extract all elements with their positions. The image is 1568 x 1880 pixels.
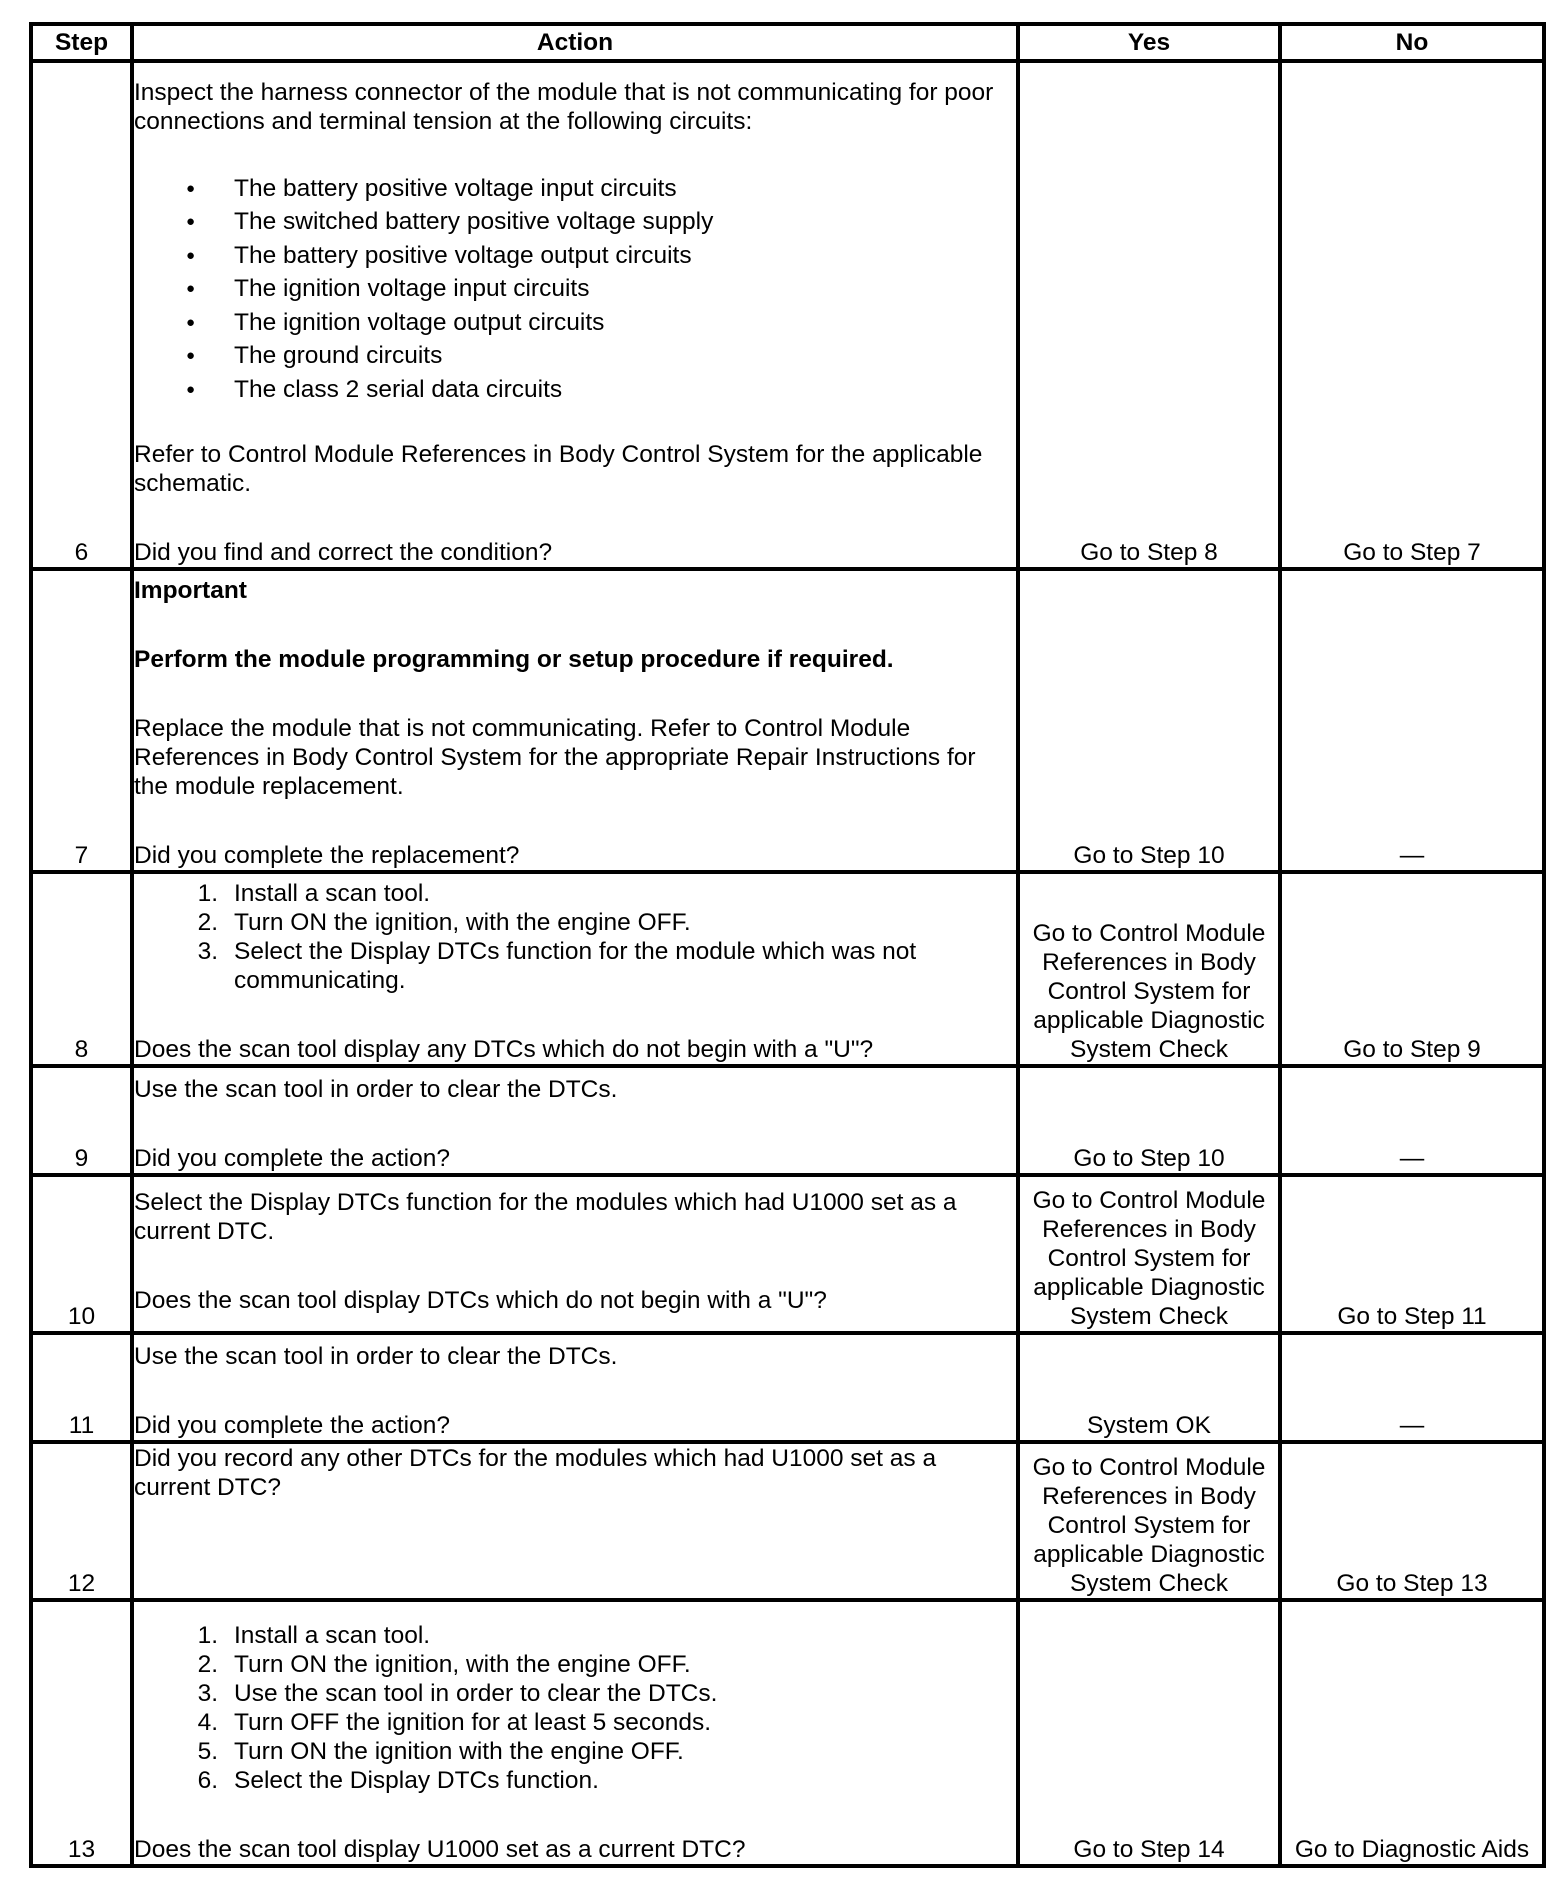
procedure-list — [134, 879, 1016, 995]
action-lead: Use the scan tool in order to clear the DTCs. — [134, 1076, 618, 1103]
table-row — [31, 61, 1544, 569]
list-item: 2. Turn ON the ignition, with the engine OFF. — [197, 1651, 691, 1678]
header-action: Action — [132, 24, 1018, 61]
action-lead: Use the scan tool in order to clear the DTCs. — [134, 1343, 618, 1370]
list-item: 3. Use the scan tool in order to clear the DTCs. — [197, 1680, 718, 1707]
important-label: Important — [134, 577, 247, 604]
action-cell — [132, 61, 1018, 569]
action-question: Did you complete the action? — [134, 1412, 450, 1439]
table-header-row — [31, 24, 1544, 61]
yes-result: Go to Step 8 — [1018, 61, 1280, 569]
action-note: Refer to Control Module References in Body Control System for the applicable schematic. — [134, 441, 983, 497]
list-item: ● The ground circuits — [134, 339, 1016, 373]
step-number: 6 — [31, 61, 132, 569]
step-number: 7 — [31, 569, 132, 872]
action-lead: Inspect the harness connector of the module that is not communicating for poor connections and terminal tension at the following circuits: — [134, 78, 994, 135]
yes-result: System OK — [1018, 1333, 1280, 1442]
yes-result: Go to Control Module References in Body Control System for applicable Diagnostic System Check — [1018, 872, 1280, 1066]
diagnostic-table-page — [29, 22, 1546, 1868]
header-yes: Yes — [1018, 24, 1280, 61]
list-item: 1. Install a scan tool. — [197, 1622, 431, 1649]
list-item: ● The ignition voltage input circuits — [134, 272, 1016, 306]
header-step: Step — [31, 24, 132, 61]
action-cell — [132, 1175, 1018, 1333]
action-cell — [132, 569, 1018, 872]
list-item: 4. Turn OFF the ignition for at least 5 seconds. — [197, 1709, 712, 1736]
action-cell — [132, 1442, 1018, 1600]
action-question: Does the scan tool display U1000 set as a current DTC? — [134, 1836, 746, 1863]
list-item: 6. Select the Display DTCs function. — [197, 1767, 599, 1794]
action-lead: Replace the module that is not communicating. Refer to Control Module References in Body Control System for the appropriate Repair Instructions for the module replacement. — [134, 715, 976, 800]
step-number: 12 — [31, 1442, 132, 1600]
no-result: Go to Diagnostic Aids — [1280, 1600, 1544, 1866]
action-cell — [132, 1333, 1018, 1442]
diagnostic-table — [29, 22, 1546, 1868]
yes-result: Go to Step 10 — [1018, 569, 1280, 872]
action-cell — [132, 872, 1018, 1066]
no-result: — — [1280, 569, 1544, 872]
step-number: 13 — [31, 1600, 132, 1866]
action-question: Did you complete the action? — [134, 1145, 450, 1172]
no-result: Go to Step 9 — [1280, 872, 1544, 1066]
list-item: ● The battery positive voltage output circuits — [134, 239, 1016, 273]
table-row — [31, 1600, 1544, 1866]
list-item: ● The switched battery positive voltage supply — [134, 205, 1016, 239]
yes-result: Go to Step 14 — [1018, 1600, 1280, 1866]
header-no: No — [1280, 24, 1544, 61]
table-row — [31, 1442, 1544, 1600]
list-item: 1. Install a scan tool. — [197, 880, 431, 907]
circuit-list — [134, 172, 1016, 407]
step-number: 10 — [31, 1175, 132, 1333]
table-row — [31, 569, 1544, 872]
yes-result: Go to Control Module References in Body Control System for applicable Diagnostic System Check — [1018, 1175, 1280, 1333]
no-result: Go to Step 7 — [1280, 61, 1544, 569]
step-number: 8 — [31, 872, 132, 1066]
step-number: 9 — [31, 1066, 132, 1175]
action-cell — [132, 1066, 1018, 1175]
no-result: — — [1280, 1333, 1544, 1442]
step-number: 11 — [31, 1333, 132, 1442]
no-result: Go to Step 11 — [1280, 1175, 1544, 1333]
yes-result: Go to Control Module References in Body Control System for applicable Diagnostic System Check — [1018, 1442, 1280, 1600]
action-lead: Select the Display DTCs function for the modules which had U1000 set as a current DTC. — [134, 1189, 957, 1245]
no-result: Go to Step 13 — [1280, 1442, 1544, 1600]
list-item: 2. Turn ON the ignition, with the engine OFF. — [197, 909, 691, 936]
list-item: 5. Turn ON the ignition with the engine OFF. — [197, 1738, 684, 1765]
no-result: — — [1280, 1066, 1544, 1175]
table-row — [31, 872, 1544, 1066]
yes-result: Go to Step 10 — [1018, 1066, 1280, 1175]
action-question: Did you find and correct the condition? — [134, 539, 553, 566]
action-question: Did you complete the replacement? — [134, 842, 520, 869]
list-item: 3. Select the Display DTCs function for the module which was not communicating. — [197, 938, 917, 994]
table-row — [31, 1175, 1544, 1333]
action-question: Does the scan tool display any DTCs which do not begin with a "U"? — [134, 1036, 874, 1063]
table-row — [31, 1066, 1544, 1175]
action-cell — [132, 1600, 1018, 1866]
list-item: ● The ignition voltage output circuits — [134, 306, 1016, 340]
procedure-list — [134, 1621, 1016, 1795]
action-lead: Did you record any other DTCs for the modules which had U1000 set as a current DTC? — [134, 1445, 937, 1501]
action-question: Does the scan tool display DTCs which do not begin with a "U"? — [134, 1287, 827, 1314]
important-text: Perform the module programming or setup procedure if required. — [134, 646, 894, 673]
list-item: ● The class 2 serial data circuits — [134, 373, 1016, 407]
table-row — [31, 1333, 1544, 1442]
list-item: ● The battery positive voltage input circuits — [134, 172, 1016, 206]
